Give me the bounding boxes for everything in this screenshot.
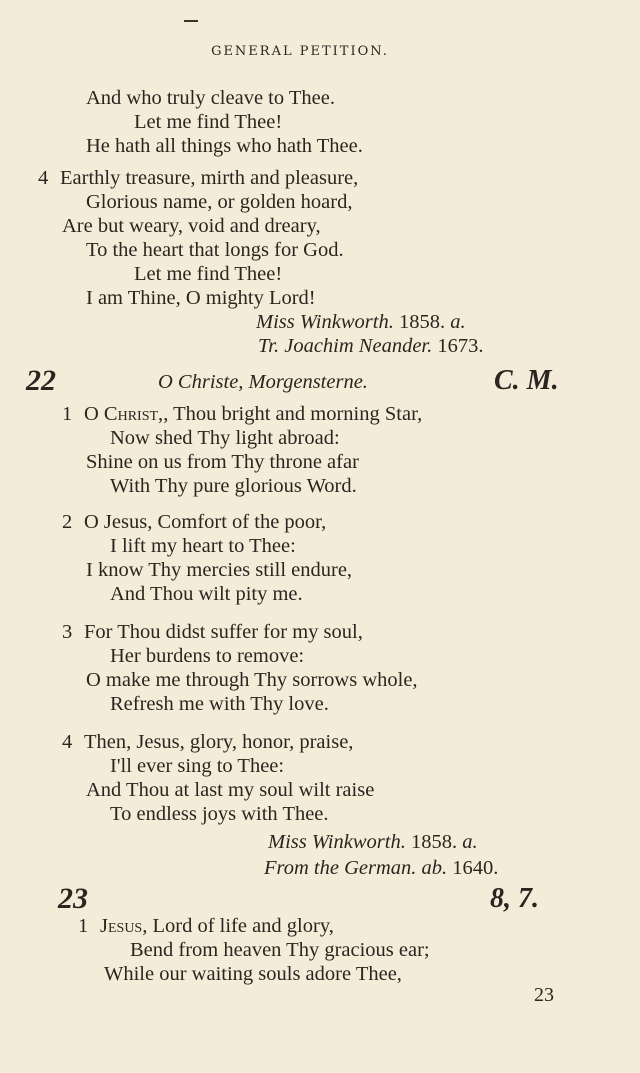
verse-line: 1 O Christ,, Thou bright and morning Star,: [62, 403, 423, 425]
verse-line: Her burdens to remove:: [110, 645, 305, 667]
hymn-meter: 8, 7.: [490, 883, 539, 914]
verse-line: O make me through Thy sorrows whole,: [86, 669, 418, 691]
verse-line: 4 Earthly treasure, mirth and pleasure,: [38, 167, 359, 189]
verse-line: Bend from heaven Thy gracious ear;: [130, 939, 430, 961]
verse-line: And Thou wilt pity me.: [110, 583, 303, 605]
hymn-meter: C. M.: [494, 365, 559, 396]
verse-line: Are but weary, void and dreary,: [62, 215, 321, 237]
attribution-translator: Miss Winkworth. 1858. a.: [256, 311, 466, 333]
attribution-source: From the German. ab. 1640.: [264, 857, 499, 879]
verse-line: I lift my heart to Thee:: [110, 535, 296, 557]
running-head: GENERAL PETITION.: [211, 44, 389, 59]
attribution-translator: Miss Winkworth. 1858. a.: [268, 831, 478, 853]
hymn-title: O Christe, Morgensterne.: [158, 371, 368, 393]
verse-line: 1 Jesus, Lord of life and glory,: [78, 915, 334, 937]
verse-line: He hath all things who hath Thee.: [86, 135, 363, 157]
verse-line: I know Thy mercies still endure,: [86, 559, 353, 581]
verse-line: I am Thine, O mighty Lord!: [86, 287, 316, 309]
verse-line: Glorious name, or golden hoard,: [86, 191, 353, 213]
hymn-number: 23: [58, 882, 88, 915]
verse-number: 4: [38, 167, 49, 189]
verse-line: I'll ever sing to Thee:: [110, 755, 285, 777]
printer-mark: [184, 20, 198, 22]
verse-line: With Thy pure glorious Word.: [110, 475, 357, 497]
page-number: 23: [534, 984, 554, 1006]
verse-line: Now shed Thy light abroad:: [110, 427, 340, 449]
verse-line: Let me find Thee!: [134, 111, 283, 133]
verse-line: Let me find Thee!: [134, 263, 283, 285]
verse-line: 3 For Thou didst suffer for my soul,: [62, 621, 363, 643]
verse-line: While our waiting souls adore Thee,: [104, 963, 402, 985]
verse-line: And who truly cleave to Thee.: [86, 87, 335, 109]
verse-line: Shine on us from Thy throne afar: [86, 451, 359, 473]
hymn-number: 22: [26, 364, 56, 397]
verse-line: 2 O Jesus, Comfort of the poor,: [62, 511, 327, 533]
verse-line: 4 Then, Jesus, glory, honor, praise,: [62, 731, 354, 753]
verse-line: And Thou at last my soul wilt raise: [86, 779, 375, 801]
verse-line: To endless joys with Thee.: [110, 803, 329, 825]
attribution-author: Tr. Joachim Neander. 1673.: [258, 335, 484, 357]
verse-line: To the heart that longs for God.: [86, 239, 344, 261]
verse-line: Refresh me with Thy love.: [110, 693, 329, 715]
